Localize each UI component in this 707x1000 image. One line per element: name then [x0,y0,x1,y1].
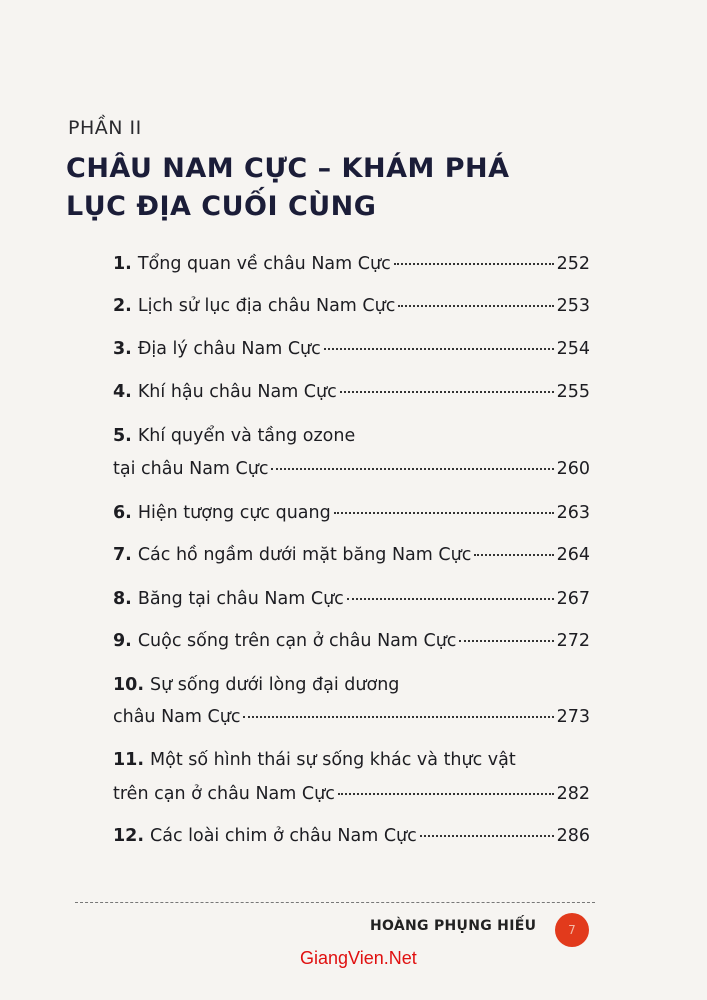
dot-leader [347,598,554,600]
toc-entry-title: Hiện tượng cực quang [137,503,331,523]
toc-entry-number: 3. [113,339,132,359]
toc-entry-number: 9. [113,631,132,651]
toc-entry-page: 255 [556,382,590,402]
toc-entry-page: 267 [556,589,590,609]
toc-entry-number: 7. [113,545,132,565]
toc-entry-page: 264 [556,545,590,565]
toc-entry [113,750,590,774]
toc-entry-title: Sự sống dưới lòng đại dương [150,675,400,695]
dot-leader [420,835,554,837]
toc-entry-title: Các loài chim ở châu Nam Cực [150,826,417,846]
toc-entry-title: Khí quyển và tầng ozone [137,426,356,446]
toc-entry-page: 253 [556,296,590,316]
toc-entry-number: 4. [113,382,132,402]
toc-entry-title: châu Nam Cực [113,707,241,727]
toc-entry-title: Địa lý châu Nam Cực [137,339,321,359]
toc-entry-page: 282 [556,784,590,804]
toc-entry-number: 12. [113,826,145,846]
toc-entry-page: 286 [556,826,590,846]
toc-entry-number: 2. [113,296,132,316]
toc-entry-number: 10. [113,675,145,695]
toc-entry-page: 273 [556,707,590,727]
author-name: HOÀNG PHỤNG HIẾU [370,918,537,934]
toc-entry-number: 6. [113,503,132,523]
dot-leader [340,391,554,393]
toc-entry [113,826,590,850]
toc-entry [113,254,590,278]
title-line-2: LỤC ĐỊA CUỐI CÙNG [66,191,377,222]
toc-entry-title: trên cạn ở châu Nam Cực [113,784,335,804]
toc-entry-number: 11. [113,750,145,770]
toc-entry [113,503,590,527]
toc-entry-page: 254 [556,339,590,359]
dot-leader [271,468,553,470]
dot-leader [459,640,553,642]
toc-entry [113,296,590,320]
toc-entry-number: 8. [113,589,132,609]
toc-entry [113,675,590,699]
toc-entry [113,382,590,406]
footer-divider [75,902,595,903]
dot-leader [338,793,554,795]
toc-entry [113,459,590,483]
toc-entry-title: Các hồ ngầm dưới mặt băng Nam Cực [137,545,472,565]
toc-entry-title: Băng tại châu Nam Cực [137,589,344,609]
watermark: GiangVien.Net [300,948,417,968]
title-line-1: CHÂU NAM CỰC – KHÁM PHÁ [66,153,510,184]
toc-entry [113,545,590,569]
toc-entry-page: 263 [556,503,590,523]
toc-entry [113,589,590,613]
toc-entry-page: 260 [556,459,590,479]
toc-entry [113,339,590,363]
toc-entry-title: Lịch sử lục địa châu Nam Cực [137,296,396,316]
toc-entry-title: Cuộc sống trên cạn ở châu Nam Cực [137,631,457,651]
part-label: PHẦN II [68,117,142,139]
dot-leader [324,348,554,350]
dot-leader [243,716,553,718]
toc-entry-page: 272 [556,631,590,651]
toc-entry [113,426,590,450]
page-number-badge: 7 [555,913,589,947]
toc-entry-number: 5. [113,426,132,446]
toc-entry-title: Khí hậu châu Nam Cực [137,382,337,402]
toc-entry-page: 252 [556,254,590,274]
section-title [66,150,510,226]
dot-leader [394,263,554,265]
toc-entry [113,631,590,655]
toc-entry [113,707,590,731]
toc-entry-number: 1. [113,254,132,274]
toc-entry-title: Tổng quan về châu Nam Cực [137,254,391,274]
dot-leader [398,305,553,307]
toc-entry-title: Một số hình thái sự sống khác và thực vật [150,750,516,770]
toc-entry-title: tại châu Nam Cực [113,459,269,479]
dot-leader [334,512,554,514]
toc-entry [113,784,590,808]
dot-leader [474,554,553,556]
